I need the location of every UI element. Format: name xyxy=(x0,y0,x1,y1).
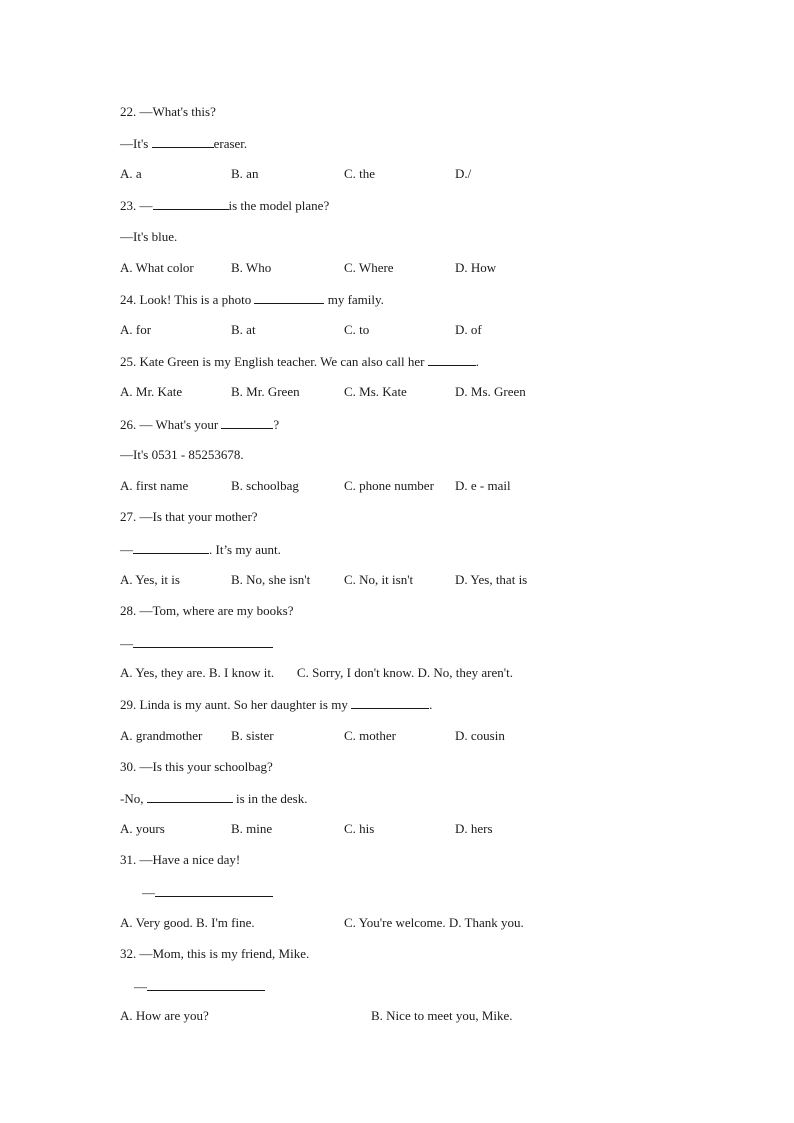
question-26-options xyxy=(120,477,680,495)
option-b: B. Nice to meet you, Mike. xyxy=(371,1008,513,1023)
option-c: C. mother xyxy=(344,728,396,743)
reply-text: —It's xyxy=(120,136,152,151)
option-a: A. How are you? xyxy=(120,1008,209,1023)
question-23-reply xyxy=(120,228,177,246)
question-30-options xyxy=(120,820,680,838)
question-text: ? xyxy=(273,417,280,432)
reply-text: — xyxy=(120,542,133,557)
option-b: B. No, she isn't xyxy=(231,572,311,587)
question-22-options xyxy=(120,165,680,183)
answer-blank[interactable] xyxy=(133,634,273,648)
question-27-options xyxy=(120,571,680,589)
question-22-stem xyxy=(120,103,216,121)
question-26-reply xyxy=(120,446,244,464)
question-30-reply xyxy=(120,789,307,807)
question-23-options xyxy=(120,259,680,277)
reply-text: . It’s my aunt. xyxy=(209,542,281,557)
option-c: C. to xyxy=(344,322,370,337)
option-b: B. at xyxy=(231,322,256,337)
option-c: C. Ms. Kate xyxy=(344,384,407,399)
option-a: A. What color xyxy=(120,260,194,275)
option-d: D. Yes, that is xyxy=(455,572,528,587)
option-d: D. hers xyxy=(455,821,493,836)
options-text: A. Yes, they are. B. I know it. C. Sorry, I don't know. D. No, they aren't. xyxy=(120,665,513,680)
answer-blank[interactable] xyxy=(351,695,429,709)
option-b: B. mine xyxy=(231,821,273,836)
option-c: C. the xyxy=(344,166,376,181)
option-d: D. cousin xyxy=(455,728,505,743)
answer-blank[interactable] xyxy=(221,415,273,429)
question-text: 28. —Tom, where are my books? xyxy=(120,603,294,618)
question-text: 23. — xyxy=(120,198,153,213)
question-28-stem xyxy=(120,602,293,620)
question-32-reply xyxy=(134,977,265,995)
reply-text: — xyxy=(134,979,147,994)
question-text: 30. —Is this your schoolbag? xyxy=(120,759,273,774)
question-31-stem xyxy=(120,851,240,869)
answer-blank[interactable] xyxy=(155,883,273,897)
answer-blank[interactable] xyxy=(152,134,214,148)
answer-blank[interactable] xyxy=(153,196,229,210)
question-28-reply xyxy=(120,634,273,652)
options-text: C. You're welcome. D. Thank you. xyxy=(344,915,524,930)
question-31-reply xyxy=(142,883,273,901)
question-text: 31. —Have a nice day! xyxy=(120,852,241,867)
reply-text: is in the desk. xyxy=(232,791,308,806)
answer-blank[interactable] xyxy=(428,352,476,366)
options-text: A. Very good. B. I'm fine. xyxy=(120,915,255,930)
question-text: my family. xyxy=(324,292,384,307)
option-c: C. phone number xyxy=(344,478,434,493)
question-text: 22. —What's this? xyxy=(120,104,216,119)
question-24-options xyxy=(120,321,680,339)
question-text: . xyxy=(475,354,479,369)
question-text: . xyxy=(429,697,433,712)
reply-text: — xyxy=(120,636,133,651)
question-text: 26. — What's your xyxy=(120,417,222,432)
option-a: A. a xyxy=(120,166,142,181)
option-c: C. his xyxy=(344,821,375,836)
question-29-stem xyxy=(120,695,432,713)
option-d: D./ xyxy=(455,166,472,181)
question-24-stem xyxy=(120,290,384,308)
option-c: C. Where xyxy=(344,260,394,275)
reply-text: -No, xyxy=(120,791,147,806)
reply-text: — xyxy=(142,885,155,900)
answer-blank[interactable] xyxy=(133,540,209,554)
option-a: A. Mr. Kate xyxy=(120,384,183,399)
option-b: B. sister xyxy=(231,728,274,743)
question-text: 32. —Mom, this is my friend, Mike. xyxy=(120,946,310,961)
reply-text: —It's blue. xyxy=(120,229,178,244)
option-a: A. Yes, it is xyxy=(120,572,180,587)
reply-text: —It's 0531 - 85253678. xyxy=(120,447,244,462)
question-27-reply xyxy=(120,540,281,558)
question-text: is the model plane? xyxy=(228,198,330,213)
option-a: A. yours xyxy=(120,821,165,836)
question-25-stem xyxy=(120,352,479,370)
question-31-options xyxy=(120,914,680,932)
question-25-options xyxy=(120,383,680,401)
option-a: A. for xyxy=(120,322,152,337)
option-d: D. of xyxy=(455,322,482,337)
reply-text: eraser. xyxy=(213,136,248,151)
option-d: D. Ms. Green xyxy=(455,384,526,399)
option-b: B. an xyxy=(231,166,259,181)
answer-blank[interactable] xyxy=(147,789,233,803)
question-22-reply xyxy=(120,134,247,152)
question-32-stem xyxy=(120,945,309,963)
answer-blank[interactable] xyxy=(147,977,265,991)
question-28-options xyxy=(120,664,513,682)
answer-blank[interactable] xyxy=(254,290,324,304)
question-26-stem xyxy=(120,415,279,433)
question-text: 24. Look! This is a photo xyxy=(120,292,255,307)
question-text: 29. Linda is my aunt. So her daughter is my xyxy=(120,697,352,712)
option-a: A. grandmother xyxy=(120,728,203,743)
option-d: D. How xyxy=(455,260,497,275)
option-b: B. Who xyxy=(231,260,272,275)
question-30-stem xyxy=(120,758,273,776)
question-32-options xyxy=(120,1007,680,1025)
option-d: D. e - mail xyxy=(455,478,511,493)
question-27-stem xyxy=(120,508,258,526)
question-text: 25. Kate Green is my English teacher. We can also call her xyxy=(120,354,428,369)
option-b: B. Mr. Green xyxy=(231,384,300,399)
option-c: C. No, it isn't xyxy=(344,572,414,587)
question-29-options xyxy=(120,727,680,745)
question-text: 27. —Is that your mother? xyxy=(120,509,258,524)
option-b: B. schoolbag xyxy=(231,478,299,493)
option-a: A. first name xyxy=(120,478,189,493)
question-23-stem xyxy=(120,196,329,214)
